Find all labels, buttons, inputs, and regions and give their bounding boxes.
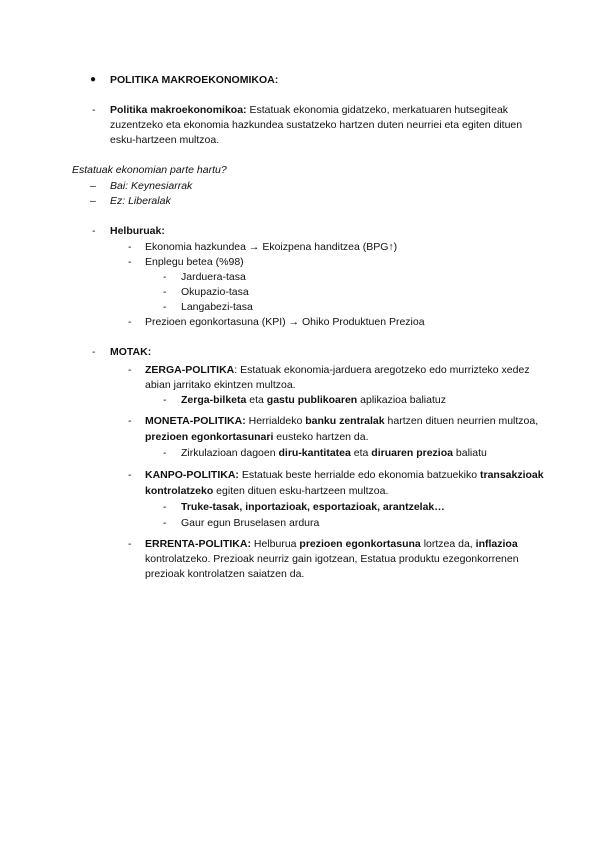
- bold-text: Zerga-bilketa: [181, 394, 247, 406]
- goal-item: Prezioen egonkortasuna (KPI) → Ohiko Produktuen Prezioa: [145, 316, 425, 328]
- types-title: MOTAK:: [110, 346, 152, 358]
- section-heading: POLITIKA MAKROEKONOMIKOA:: [110, 74, 279, 86]
- errenta-line-2: kontrolatzeko. Prezioak neurriz gain igotzean, Estatua produktu ezegonkorrenen: [145, 553, 519, 565]
- goal-item: Enplegu betea (%98): [145, 256, 244, 268]
- dash-marker: -: [163, 501, 167, 513]
- dash-marker: -: [92, 225, 96, 237]
- bold-text: banku zentralak: [305, 415, 385, 427]
- text: aplikazioa baliatuz: [357, 394, 446, 406]
- text: hartzen dituen neurrien multzoa,: [384, 415, 539, 427]
- text: Helburua: [250, 538, 300, 550]
- dash-marker: –: [90, 180, 96, 192]
- zerga-text: : Estatuak ekonomia-jarduera aregotzeko edo murrizteko xedez: [234, 364, 530, 376]
- text: egiten dituen esku-hartzeen multzoa.: [213, 485, 389, 497]
- text: eta: [246, 394, 267, 406]
- dash-marker: -: [128, 256, 132, 268]
- goal-subitem: Langabezi-tasa: [181, 301, 253, 313]
- zerga-line-2: abian jarritako ekintzen multzoa.: [145, 379, 296, 391]
- definition-line-2: zuzentzeko eta ekonomia hazkundea sustatzeko hartzen duten neurriei eta egiten dituen: [110, 119, 523, 131]
- goal-item: Ekonomia hazkundea → Ekoizpena handitzea (BPG↑): [145, 241, 398, 253]
- dash-marker: –: [90, 195, 96, 207]
- dash-marker: -: [128, 469, 132, 481]
- errenta-line-3: prezioak kontrolatzen saiatzen da.: [145, 568, 305, 580]
- text: lortzea da,: [420, 538, 476, 550]
- dash-marker: -: [128, 538, 132, 550]
- answer-no: Ez: Liberalak: [110, 195, 171, 207]
- dash-marker: -: [128, 241, 132, 253]
- errenta-name: ERRENTA-POLITIKA:: [145, 538, 251, 550]
- question-text: Estatuak ekonomian parte hartu?: [72, 164, 227, 176]
- dash-marker: -: [92, 104, 96, 116]
- goal-subitem: Okupazio-tasa: [181, 286, 249, 298]
- zerga-line-1: [145, 364, 530, 376]
- goals-title: Helburuak:: [110, 225, 165, 237]
- bullet-dot-icon: ●: [90, 74, 97, 85]
- kanpo-name: KANPO-POLITIKA:: [145, 469, 239, 481]
- kanpo-line-1: [145, 469, 544, 481]
- definition-line-1: [110, 104, 508, 116]
- bold-text: prezioen egonkortasunari: [145, 431, 274, 443]
- moneta-line-2: [145, 431, 369, 443]
- dash-marker: -: [163, 517, 167, 529]
- moneta-subitem: [181, 447, 487, 459]
- dash-marker: -: [163, 286, 167, 298]
- answer-yes: Bai: Keynesiarrak: [110, 180, 193, 192]
- dash-marker: -: [128, 316, 132, 328]
- kanpo-line-2: [145, 485, 388, 497]
- bold-text: gastu publikoaren: [266, 394, 358, 406]
- text: eta: [350, 447, 372, 459]
- zerga-subitem: [181, 394, 446, 406]
- errenta-line-1: [145, 538, 518, 550]
- bold-text: prezioen egonkortasuna: [299, 538, 421, 550]
- dash-marker: -: [128, 364, 132, 376]
- goal-subitem: Jarduera-tasa: [181, 271, 246, 283]
- dash-marker: -: [163, 447, 167, 459]
- bold-text: diruaren prezioa: [371, 447, 453, 459]
- dash-marker: -: [92, 346, 96, 358]
- bold-text: transakzioak: [480, 469, 544, 481]
- text: baliatu: [452, 447, 487, 459]
- text: eusteko hartzen da.: [273, 431, 369, 443]
- dash-marker: -: [163, 301, 167, 313]
- dash-marker: -: [163, 271, 167, 283]
- dash-marker: -: [163, 394, 167, 406]
- text: Herrialdeko: [245, 415, 306, 427]
- zerga-name: ZERGA-POLITIKA: [145, 364, 235, 376]
- bold-text: diru-kantitatea: [278, 447, 351, 459]
- kanpo-subitem: Gaur egun Bruselasen ardura: [181, 517, 320, 529]
- text: Estatuak beste herrialde edo ekonomia batzuekiko: [238, 469, 480, 481]
- definition-text: Estatuak ekonomia gidatzeko, merkatuaren hutsegiteak: [246, 104, 509, 116]
- dash-marker: -: [128, 415, 132, 427]
- text: Zirkulazioan dagoen: [181, 447, 279, 459]
- definition-line-3: esku-hartzeen multzoa.: [110, 134, 220, 146]
- moneta-name: MONETA-POLITIKA:: [145, 415, 246, 427]
- definition-term: Politika makroekonomikoa:: [110, 104, 247, 116]
- bold-text: kontrolatzeko: [145, 485, 214, 497]
- bold-text: inflazioa: [475, 538, 518, 550]
- moneta-line-1: [145, 415, 538, 427]
- kanpo-subitem: Truke-tasak, inportazioak, esportazioak, arantzelak…: [181, 501, 445, 513]
